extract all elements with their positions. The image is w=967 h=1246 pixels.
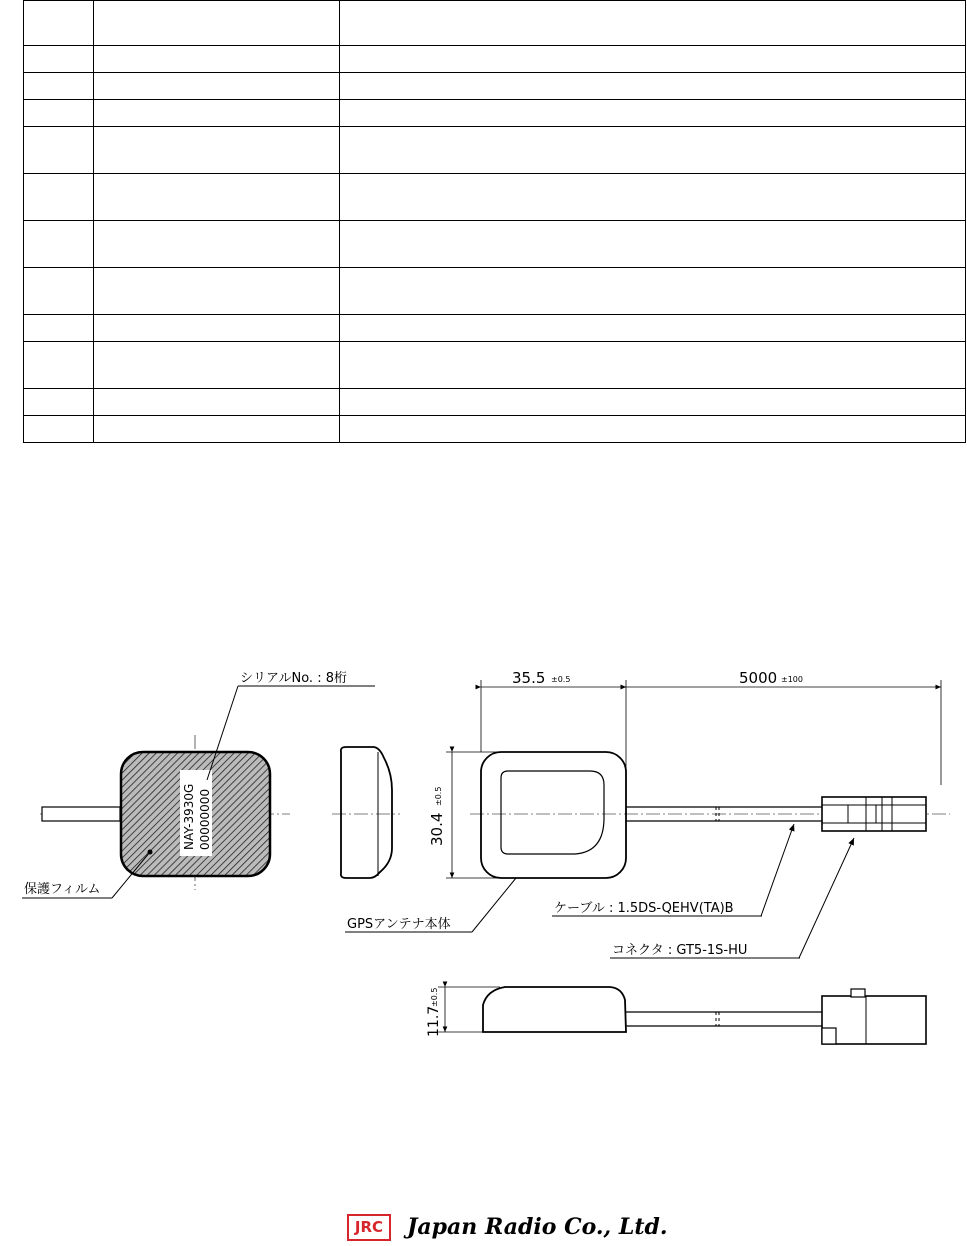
table-cell	[24, 100, 94, 127]
table-cell	[340, 315, 966, 342]
table-cell	[24, 46, 94, 73]
table-cell	[24, 73, 94, 100]
table-cell	[24, 389, 94, 416]
jrc-badge: JRC	[347, 1214, 391, 1241]
table-cell	[94, 127, 340, 174]
table-cell	[94, 315, 340, 342]
table-row	[24, 127, 966, 174]
table-cell	[24, 1, 94, 46]
company-name: Japan Radio Co., Ltd.	[407, 1214, 668, 1240]
table-cell	[340, 389, 966, 416]
table-cell	[94, 389, 340, 416]
dim-depth: 30.4	[428, 812, 446, 846]
table-cell	[24, 174, 94, 221]
table-row	[24, 416, 966, 443]
table-cell	[24, 416, 94, 443]
table-cell	[340, 46, 966, 73]
table-cell	[94, 416, 340, 443]
table-cell	[340, 342, 966, 389]
table-cell	[94, 342, 340, 389]
table-cell	[94, 73, 340, 100]
film-label: 保護フィルム	[24, 882, 101, 897]
table-cell	[24, 342, 94, 389]
table-row	[24, 315, 966, 342]
table-cell	[24, 127, 94, 174]
table-cell	[340, 100, 966, 127]
antenna-drawing	[0, 640, 967, 1060]
model-marking: NAY-3930G	[182, 783, 196, 850]
table-cell	[340, 127, 966, 174]
table-cell	[94, 46, 340, 73]
dim-height: 11.7	[426, 1005, 442, 1037]
table-cell	[94, 268, 340, 315]
table-cell	[24, 221, 94, 268]
antenna-side-view	[426, 987, 926, 1044]
antenna-top-view	[345, 669, 950, 958]
table-row	[24, 174, 966, 221]
side-profile	[332, 747, 400, 878]
serial-marking: 00000000	[198, 788, 212, 850]
table-cell	[340, 221, 966, 268]
table-cell	[340, 416, 966, 443]
antenna-label: GPSアンテナ本体	[347, 917, 451, 932]
dim-depth-tol: ±0.5	[434, 786, 443, 806]
table-row	[24, 46, 966, 73]
table-row	[24, 1, 966, 46]
spec-table	[23, 0, 966, 443]
connector-label: コネクタ : GT5-1S-HU	[612, 943, 748, 958]
table-cell	[24, 268, 94, 315]
company-logo	[347, 1212, 668, 1246]
dim-height-tol: ±0.5	[430, 987, 439, 1007]
table-cell	[94, 174, 340, 221]
table-cell	[340, 268, 966, 315]
table-cell	[340, 174, 966, 221]
dim-width: 35.5	[512, 669, 546, 687]
table-row	[24, 73, 966, 100]
table-cell	[94, 221, 340, 268]
table-cell	[24, 315, 94, 342]
table-row	[24, 342, 966, 389]
cable-label: ケーブル : 1.5DS-QEHV(TA)B	[554, 901, 734, 916]
table-row	[24, 100, 966, 127]
table-cell	[94, 1, 340, 46]
film-view	[22, 670, 375, 898]
table-cell	[94, 100, 340, 127]
dim-width-tol: ±0.5	[551, 675, 571, 684]
table-row	[24, 389, 966, 416]
table-cell	[340, 1, 966, 46]
serial-label: シリアルNo. : 8桁	[240, 671, 347, 686]
table-row	[24, 221, 966, 268]
table-row	[24, 268, 966, 315]
dim-cable: 5000	[739, 669, 778, 687]
table-cell	[340, 73, 966, 100]
dim-cable-tol: ±100	[781, 675, 803, 684]
